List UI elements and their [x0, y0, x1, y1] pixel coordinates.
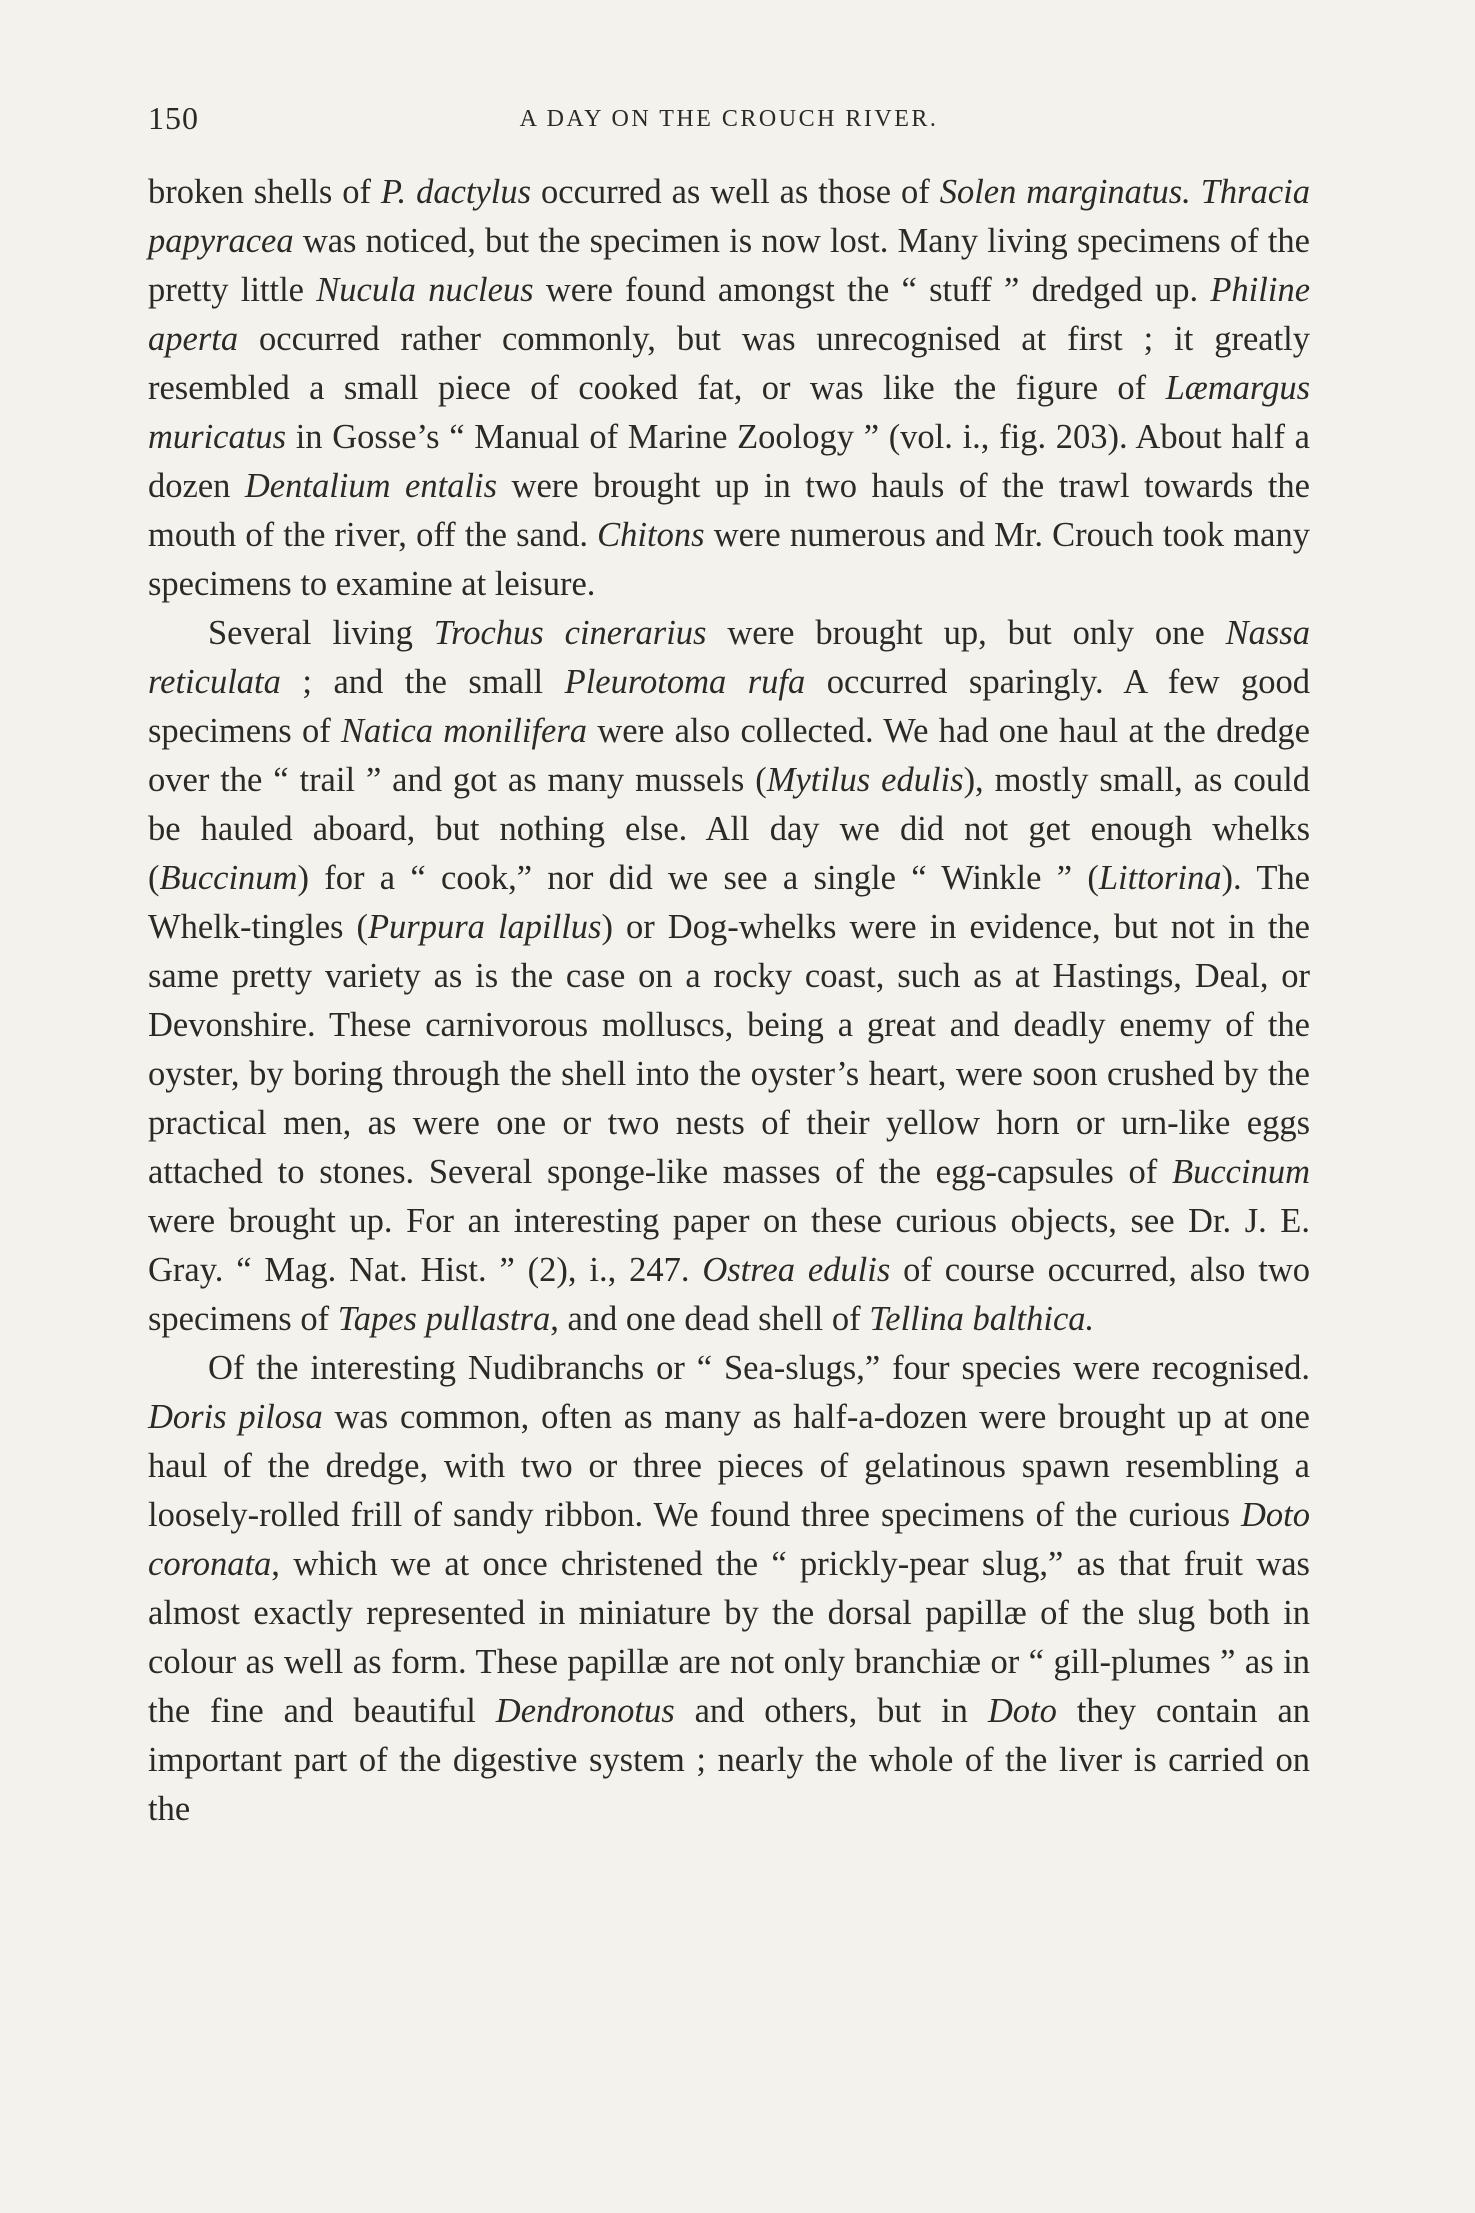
- paragraph: [148, 609, 1310, 1344]
- paragraph: [148, 168, 1310, 609]
- text-run: occurred sparingly. A few good specimens of: [148, 663, 1310, 750]
- page-number: 150: [148, 100, 199, 136]
- text-run: was common, often as many as half-a-dozen were brought up at one haul of the dredge, with two or three pieces of gelatinous spawn resembling a loosely-rolled frill of sandy ribbon. We found three specimens of the curious: [148, 1398, 1310, 1534]
- page-header: [148, 100, 1310, 140]
- italic-term: Littorina: [1098, 859, 1222, 897]
- text-run: were brought up. For an interesting paper on these curious objects, see Dr. J. E. Gray. “ Mag. Nat. Hist. ” (2), i., 247.: [148, 1202, 1310, 1289]
- text-run: ). The Whelk-tingles (: [148, 859, 1310, 946]
- text-run: Of the interesting Nudibranchs or “ Sea-slugs,” four species were recognised.: [208, 1349, 1310, 1387]
- italic-term: P. dactylus: [380, 173, 532, 211]
- text-run: were found amongst the “ stuff ” dredged up.: [533, 271, 1211, 309]
- italic-term: Purpura lapillus: [367, 908, 602, 946]
- text-run: ; and the small: [280, 663, 565, 701]
- italic-term: Trochus cinerarius: [433, 614, 707, 652]
- italic-term: Buccinum: [159, 859, 298, 897]
- italic-term: Doto: [987, 1692, 1057, 1730]
- running-title: A DAY ON THE CROUCH RIVER.: [519, 106, 939, 132]
- text-run: of course occurred, also two specimens of: [148, 1251, 1310, 1338]
- italic-term: Philine aperta: [148, 271, 1311, 358]
- text-run: ) or Dog-whelks were in evidence, but not in the same pretty variety as is the case on a rocky coast, such as at Hastings, Deal, or Devonshire. These carnivorous molluscs, being a great and deadly enemy of the oyster, by boring through the shell into the oyster’s heart, were soon crushed by the practical men, as were one or two nests of their yellow horn or urn-like eggs attached to stones. Several sponge-like masses of the egg-capsules of: [148, 908, 1310, 1191]
- italic-term: Læmargus muricatus: [148, 369, 1310, 456]
- text-run: occurred rather commonly, but was unrecognised at first ; it greatly resembled a small piece of cooked fat, or was like the figure of: [148, 320, 1310, 407]
- text-run: Several living: [208, 614, 434, 652]
- italic-term: Doris pilosa: [148, 1398, 323, 1436]
- italic-term: Natica monilifera: [341, 712, 588, 750]
- italic-term: Pleurotoma rufa: [564, 663, 806, 701]
- text-run: ) for a “ cook,” nor did we see a single “ Winkle ” (: [297, 859, 1099, 897]
- italic-term: Buccinum: [1172, 1153, 1310, 1191]
- body-text: [148, 168, 1310, 1834]
- italic-term: Nassa reticulata: [148, 614, 1310, 701]
- italic-term: Dentalium entalis: [244, 467, 498, 505]
- italic-term: Tellina balthica.: [869, 1300, 1095, 1338]
- text-run: in Gosse’s “ Manual of Marine Zoology ” (vol. i., fig. 203). About half a dozen: [148, 418, 1310, 505]
- text-run: were brought up in two hauls of the trawl towards the mouth of the river, off the sand.: [148, 467, 1310, 554]
- text-run: ), mostly small, as could be hauled aboard, but nothing else. All day we did not get enough whelks (: [148, 761, 1310, 897]
- italic-term: Solen marginatus.: [939, 173, 1191, 211]
- italic-term: Tapes pullastra: [337, 1300, 551, 1338]
- text-run: broken shells of: [148, 173, 381, 211]
- paragraph: [148, 1344, 1310, 1834]
- italic-term: Ostrea edulis: [702, 1251, 891, 1289]
- italic-term: Chitons: [597, 516, 705, 554]
- text-run: were brought up, but only one: [706, 614, 1226, 652]
- italic-term: Nucula nucleus: [316, 271, 534, 309]
- text-run: were numerous and Mr. Crouch took many specimens to examine at leisure.: [148, 516, 1310, 603]
- text-run: , and one dead shell of: [550, 1300, 870, 1338]
- italic-term: Doto coronata: [148, 1496, 1310, 1583]
- text-run: , which we at once christened the “ prickly-pear slug,” as that fruit was almost exactly represented in miniature by the dorsal papillæ of the slug both in colour as well as form. These papillæ are not only branchiæ or “ gill-plumes ” as in the fine and beautiful: [148, 1545, 1310, 1730]
- italic-term: Dendronotus: [495, 1692, 675, 1730]
- text-run: they contain an important part of the digestive system ; nearly the whole of the liver is carried on the: [148, 1692, 1311, 1828]
- text-run: [1191, 173, 1201, 211]
- text-run: occurred as well as those of: [531, 173, 940, 211]
- italic-term: Thracia papyracea: [148, 173, 1310, 260]
- text-run: and others, but in: [674, 1692, 988, 1730]
- text-run: were also collected. We had one haul at the dredge over the “ trail ” and got as many mussels (: [148, 712, 1310, 799]
- text-run: was noticed, but the specimen is now lost. Many living specimens of the pretty little: [148, 222, 1310, 309]
- italic-term: Mytilus edulis: [766, 761, 964, 799]
